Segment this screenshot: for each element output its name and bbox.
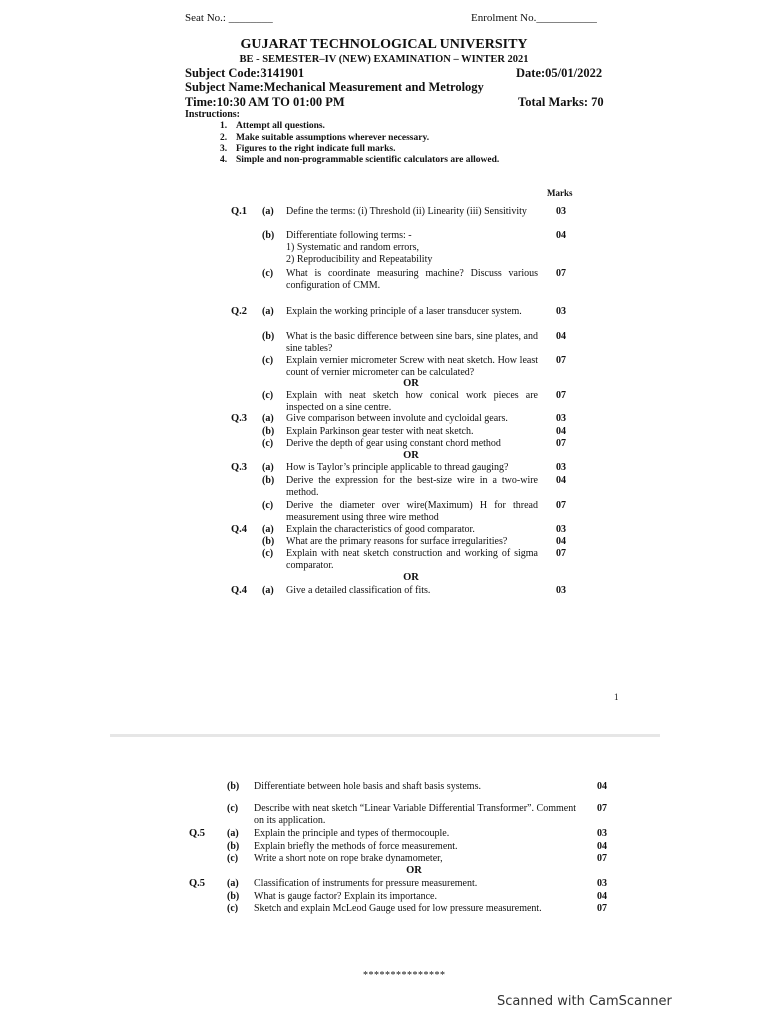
question-marks: 04	[556, 230, 566, 241]
question-part: (b)	[227, 781, 240, 792]
instruction-number: 3.	[220, 144, 228, 154]
question-text: Give comparison between involute and cycloidal gears.	[286, 413, 508, 424]
question-part: (b)	[262, 475, 275, 486]
question-marks: 07	[556, 500, 566, 511]
question-part: (b)	[262, 536, 275, 547]
exam-date: Date:05/01/2022	[516, 66, 603, 80]
question-text: What are the primary reasons for surface irregularities?	[286, 536, 508, 547]
instruction-number: 2.	[220, 133, 228, 143]
question-marks: 03	[556, 462, 566, 473]
question-marks: 07	[597, 853, 607, 864]
seat-no: Seat No.: ________	[185, 12, 273, 24]
question-text: Derive the depth of gear using constant chord method	[286, 438, 501, 449]
question-text: Explain with neat sketch how conical work pieces are inspected on a sine centre.	[286, 390, 538, 413]
question-marks: 07	[597, 903, 607, 914]
or-separator: OR	[403, 450, 419, 461]
question-marks: 03	[556, 206, 566, 217]
question-part: (c)	[262, 390, 274, 401]
marks-column-header: Marks	[547, 188, 573, 198]
question-number: Q.2	[231, 306, 248, 317]
university-name: GUJARAT TECHNOLOGICAL UNIVERSITY	[240, 37, 528, 52]
question-text: What is the basic difference between sine bars, sine plates, and sine tables?	[286, 331, 538, 354]
or-separator: OR	[403, 572, 419, 583]
question-marks: 04	[597, 841, 607, 852]
question-part: (a)	[262, 462, 274, 473]
question-marks: 04	[556, 536, 566, 547]
question-text: Explain briefly the methods of force measurement.	[254, 841, 458, 852]
question-marks: 03	[597, 878, 607, 889]
question-number: Q.3	[231, 462, 248, 473]
question-text: Derive the diameter over wire(Maximum) H for thread measurement using three wire method	[286, 500, 538, 523]
question-marks: 07	[597, 803, 607, 814]
question-part: (a)	[262, 585, 274, 596]
question-marks: 04	[556, 331, 566, 342]
question-number: Q.1	[231, 206, 248, 217]
question-part: (a)	[227, 828, 239, 839]
question-part: (a)	[227, 878, 239, 889]
question-text: How is Taylor’s principle applicable to thread gauging?	[286, 462, 509, 473]
question-marks: 04	[597, 891, 607, 902]
question-text: Derive the expression for the best-size wire in a two-wire method.	[286, 475, 538, 498]
question-marks: 04	[556, 475, 566, 486]
question-number: Q.5	[189, 878, 206, 889]
instruction-text: Figures to the right indicate full marks.	[236, 144, 396, 154]
question-text: Differentiate between hole basis and shaft basis systems.	[254, 781, 481, 792]
end-of-paper-marker: ***************	[363, 970, 446, 981]
question-number: Q.5	[189, 828, 206, 839]
question-text: Sketch and explain McLeod Gauge used for low pressure measurement.	[254, 903, 542, 914]
question-text: What is gauge factor? Explain its importance.	[254, 891, 437, 902]
question-marks: 07	[556, 268, 566, 279]
question-part: (c)	[227, 903, 239, 914]
question-text: What is coordinate measuring machine? Discuss various configuration of CMM.	[286, 268, 538, 291]
question-text: Explain vernier micrometer Screw with neat sketch. How least count of vernier micrometer can be calculated?	[286, 355, 538, 378]
question-part: (b)	[262, 426, 275, 437]
question-marks: 03	[556, 524, 566, 535]
instruction-number: 1.	[220, 121, 228, 131]
question-number: Q.4	[231, 524, 248, 535]
question-part: (c)	[262, 438, 274, 449]
question-part: (c)	[262, 268, 274, 279]
question-marks: 07	[556, 548, 566, 559]
question-text: Define the terms: (i) Threshold (ii) Linearity (iii) Sensitivity	[286, 206, 527, 217]
question-part: (a)	[262, 524, 274, 535]
question-part: (b)	[262, 331, 275, 342]
question-text: Explain the principle and types of thermocouple.	[254, 828, 450, 839]
instruction-text: Attempt all questions.	[236, 121, 325, 131]
question-text: Differentiate following terms: - 1) Systematic and random errors, 2) Reproducibility and Repeatability	[286, 230, 433, 265]
question-text: Give a detailed classification of fits.	[286, 585, 431, 596]
question-marks: 04	[556, 426, 566, 437]
question-part: (a)	[262, 413, 274, 424]
page-divider	[110, 734, 660, 737]
question-number: Q.3	[231, 413, 248, 424]
question-marks: 04	[597, 781, 607, 792]
question-part: (c)	[262, 548, 274, 559]
question-text: Write a short note on rope brake dynamometer,	[254, 853, 443, 864]
question-part: (a)	[262, 206, 274, 217]
question-part: (c)	[262, 355, 274, 366]
exam-semester: BE - SEMESTER–IV (NEW) EXAMINATION – WINTER 2021	[239, 54, 529, 65]
or-separator: OR	[403, 378, 419, 389]
question-part: (c)	[227, 853, 239, 864]
question-marks: 03	[597, 828, 607, 839]
question-marks: 03	[556, 585, 566, 596]
question-part: (c)	[227, 803, 239, 814]
question-part: (b)	[227, 891, 240, 902]
instruction-text: Simple and non-programmable scientific calculators are allowed.	[236, 155, 500, 165]
total-marks: Total Marks: 70	[518, 95, 604, 109]
question-text: Explain the characteristics of good comparator.	[286, 524, 475, 535]
exam-time: Time:10:30 AM TO 01:00 PM	[185, 95, 345, 109]
question-text: Explain with neat sketch construction and working of sigma comparator.	[286, 548, 538, 571]
question-text: Describe with neat sketch “Linear Variable Differential Transformer”. Comment on its application.	[254, 803, 576, 826]
question-marks: 03	[556, 306, 566, 317]
question-marks: 03	[556, 413, 566, 424]
question-text: Explain Parkinson gear tester with neat sketch.	[286, 426, 474, 437]
question-number: Q.4	[231, 585, 248, 596]
subject-name: Subject Name:Mechanical Measurement and Metrology	[185, 80, 484, 94]
question-text: Explain the working principle of a laser transducer system.	[286, 306, 522, 317]
question-marks: 07	[556, 438, 566, 449]
instruction-text: Make suitable assumptions wherever necessary.	[236, 133, 430, 143]
camscanner-watermark: Scanned with CamScanner	[497, 994, 672, 1009]
question-marks: 07	[556, 355, 566, 366]
instructions-title: Instructions:	[185, 109, 241, 120]
enrolment-no: Enrolment No.___________	[471, 12, 597, 24]
question-part: (b)	[227, 841, 240, 852]
question-part: (c)	[262, 500, 274, 511]
question-part: (a)	[262, 306, 274, 317]
question-text: Classification of instruments for pressure measurement.	[254, 878, 478, 889]
instruction-number: 4.	[220, 155, 228, 165]
or-separator: OR	[406, 865, 422, 876]
page-number: 1	[614, 692, 619, 702]
question-marks: 07	[556, 390, 566, 401]
question-part: (b)	[262, 230, 275, 241]
subject-code: Subject Code:3141901	[185, 66, 305, 80]
